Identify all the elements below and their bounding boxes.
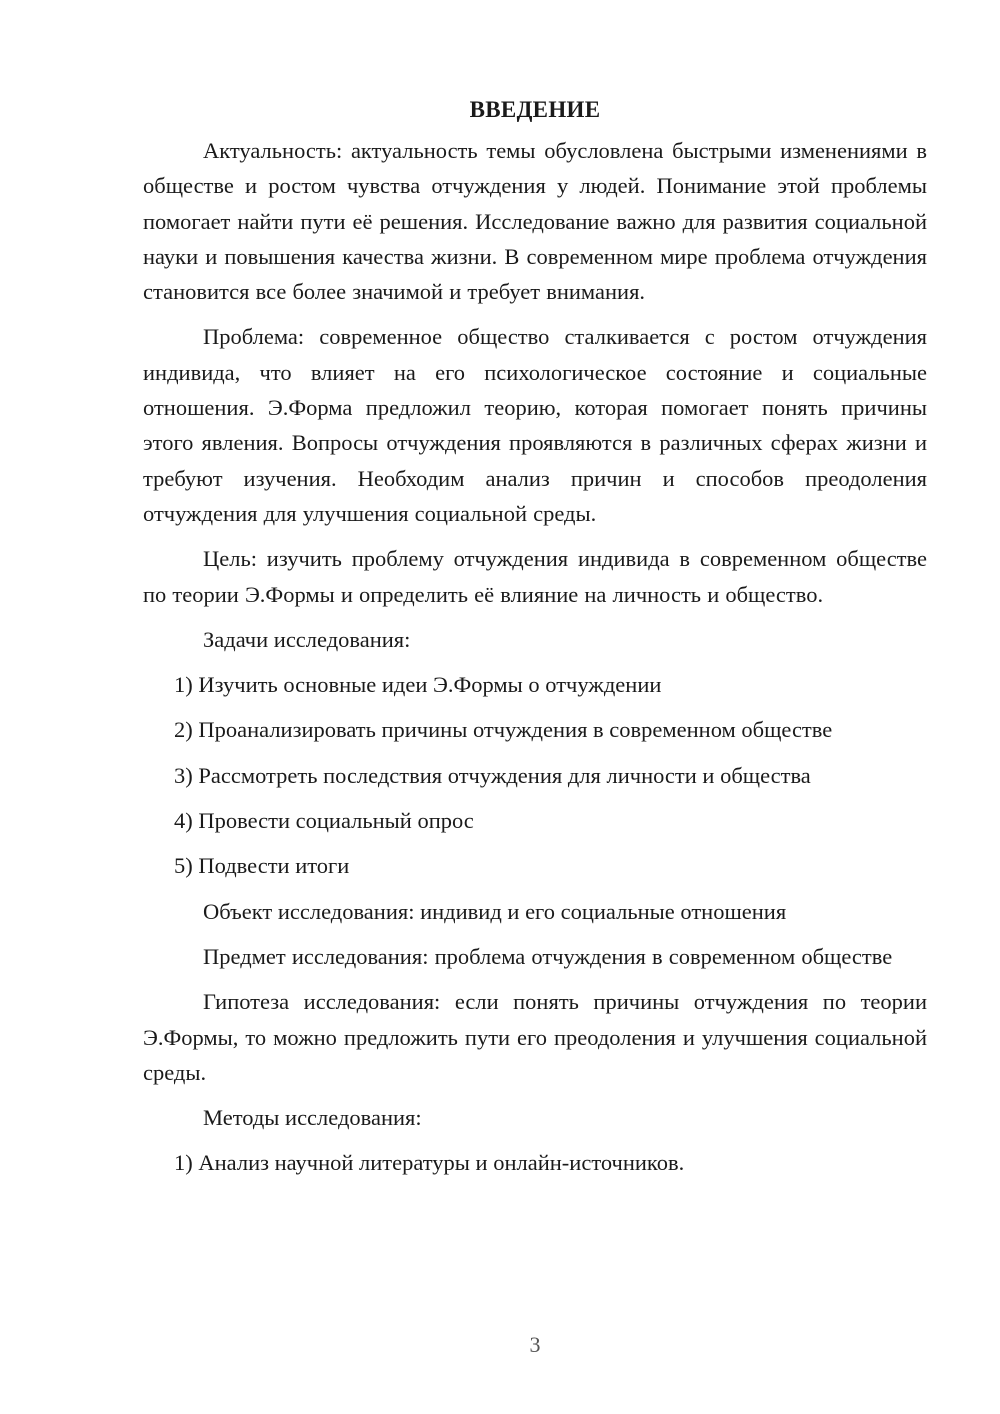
paragraph-relevance: Актуальность: актуальность темы обусловлена быстрыми изменениями в обществе и ростом чувства отчуждения у людей. Понимание этой проблемы помогает найти пути её решения. Исследование важно для развития социальной науки и повышения качества жизни. В современном мире проблема отчуждения становится все более значимой и требует внимания. xyxy=(143,138,927,305)
paragraph-goal: Цель: изучить проблему отчуждения индивида в современном обществе по теории Э.Формы и определить её влияние на личность и общество. xyxy=(143,546,927,607)
task-item-4: 4) Провести социальный опрос xyxy=(174,808,474,834)
methods-heading: Методы исследования: xyxy=(203,1105,422,1131)
task-item-2: 2) Проанализировать причины отчуждения в современном обществе xyxy=(174,717,833,743)
paragraph-object: Объект исследования: индивид и его социальные отношения xyxy=(203,898,787,924)
paragraph-subject: Предмет исследования: проблема отчуждения в современном обществе xyxy=(203,943,893,969)
task-item-1: 1) Изучить основные идеи Э.Формы о отчуждении xyxy=(174,672,662,698)
paragraph-problem: Проблема: современное общество сталкивается с ростом отчуждения индивида, что влияет на его психологическое состояние и социальные отношения. Э.Форма предложил теорию, которая помогает понять причины этого явления. Вопросы отчуждения проявляются в различных сферах жизни и требуют изучения. Необходим анализ причин и способов преодоления отчуждения для улучшения социальной среды. xyxy=(143,324,927,526)
task-item-5: 5) Подвести итоги xyxy=(174,853,350,879)
section-title: ВВЕДЕНИЕ xyxy=(469,97,601,122)
tasks-heading: Задачи исследования: xyxy=(203,626,411,652)
document-page xyxy=(143,92,927,1191)
paragraph-hypothesis: Гипотеза исследования: если понять причины отчуждения по теории Э.Формы, то можно предложить пути его преодоления и улучшения социальной среды. xyxy=(143,989,927,1085)
page-number: 3 xyxy=(529,1332,541,1357)
task-item-3: 3) Рассмотреть последствия отчуждения для личности и общества xyxy=(174,762,811,788)
method-item-1: 1) Анализ научной литературы и онлайн-источников. xyxy=(174,1150,685,1176)
